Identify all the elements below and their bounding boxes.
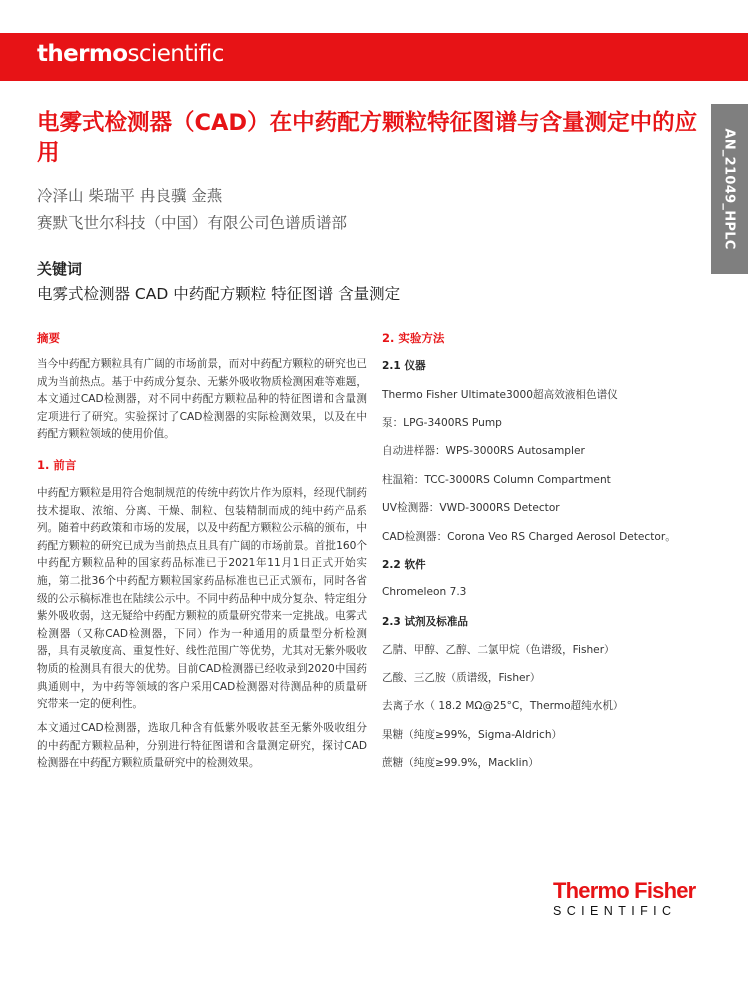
logo-subtitle: SCIENTIFIC (553, 904, 677, 918)
reagent-item: 乙腈、甲醇、乙醇、二氯甲烷（色谱级，Fisher） (382, 644, 615, 656)
authors: 冷泽山 柴瑞平 冉良骥 金燕 (37, 187, 223, 205)
instrument-item: UV检测器：VWD-3000RS Detector (382, 502, 560, 514)
keywords-heading: 关键词 (37, 260, 83, 278)
instruments-heading: 2.1 仪器 (382, 360, 426, 372)
reagent-item: 果糖（纯度≥99%，Sigma-Aldrich） (382, 729, 563, 741)
instrument-item: CAD检测器：Corona Veo RS Charged Aerosol Detector。 (382, 531, 676, 543)
logo-wordmark: Thermo Fisher (553, 878, 696, 903)
reagent-item: 乙酸、三乙胺（质谱级，Fisher） (382, 672, 541, 684)
abstract-text: 当今中药配方颗粒具有广阔的市场前景，而对中药配方颗粒的研究也已成为当前热点。基于中药成分复杂、无紫外吸收物质检测困难等难题，本文通过CAD检测器，对不同中药配方颗粒品种的特征图谱和含量测定项进行了研究。实验探讨了CAD检测器的实际检测效果，以及在中药配方颗粒领域的使用价值。 (37, 358, 367, 441)
document-id-label: AN_21049_HPLC (721, 128, 737, 250)
intro-heading: 1. 前言 (37, 458, 77, 472)
methods-heading: 2. 实验方法 (382, 331, 445, 345)
page-title: 电雾式检测器（CAD）在中药配方颗粒特征图谱与含量测定中的应用 (37, 110, 698, 166)
intro-paragraph-1: 中药配方颗粒是用符合炮制规范的传统中药饮片作为原料，经现代制药技术提取、浓缩、分离、干燥、制粒、包装精制而成的纯中药产品系列。随着中药政策和市场的发展，以及中药配方颗粒公示稿的颁布，中药配方颗粒的研究已成为当前热点且具有广阔的市场前景。首批160个中药配方颗粒品种的国家药品标准已于2021年11月1日正式开始实施，第二批36个中药配方颗粒国家药品标准也已正式颁布，同时各省级的公示稿标准也在陆续公示中。不同中药品种中成分复杂、特定组分紫外吸收弱，这无疑给中药配方颗粒的质量研究带来一定挑战。电雾式检测器（又称CAD检测器，下同）作为一种通用的质量型分析检测器，具有灵敏度高、重复性好、线性范围广等优势，尤其对无紫外吸收物质的检测具有很大的优势。目前CAD检测器已经收录到2020中国药典通则中，为中药等领域的客户采用CAD检测器对待测品种的质量研究带来一定的便利性。 (37, 487, 367, 711)
document-id-tab (711, 104, 748, 274)
affiliation: 赛默飞世尔科技（中国）有限公司色谱质谱部 (37, 214, 348, 232)
software-item: Chromeleon 7.3 (382, 586, 467, 598)
instrument-item: Thermo Fisher Ultimate3000超高效液相色谱仪 (382, 389, 618, 401)
software-heading: 2.2 软件 (382, 559, 426, 571)
reagents-heading: 2.3 试剂及标准品 (382, 616, 469, 628)
reagent-item: 蔗糖（纯度≥99.9%，Macklin） (382, 757, 539, 769)
brand-bold: thermo (37, 41, 128, 67)
instrument-item: 泵：LPG-3400RS Pump (382, 417, 502, 429)
intro-paragraph-2: 本文通过CAD检测器，选取几种含有低紫外吸收甚至无紫外吸收组分的中药配方颗粒品种，分别进行特征图谱和含量测定研究，探讨CAD检测器在中药配方颗粒质量研究中的检测效果。 (37, 722, 367, 770)
brand-logo (37, 41, 224, 67)
brand-light: scientific (127, 41, 224, 67)
abstract-heading: 摘要 (37, 331, 60, 345)
thermo-fisher-logo (553, 879, 713, 919)
reagent-item: 去离子水（ 18.2 MΩ@25°C，Thermo超纯水机） (382, 700, 624, 712)
instrument-item: 自动进样器：WPS-3000RS Autosampler (382, 445, 585, 457)
keywords-text: 电雾式检测器 CAD 中药配方颗粒 特征图谱 含量测定 (37, 285, 401, 303)
instrument-item: 柱温箱：TCC-3000RS Column Compartment (382, 474, 611, 486)
